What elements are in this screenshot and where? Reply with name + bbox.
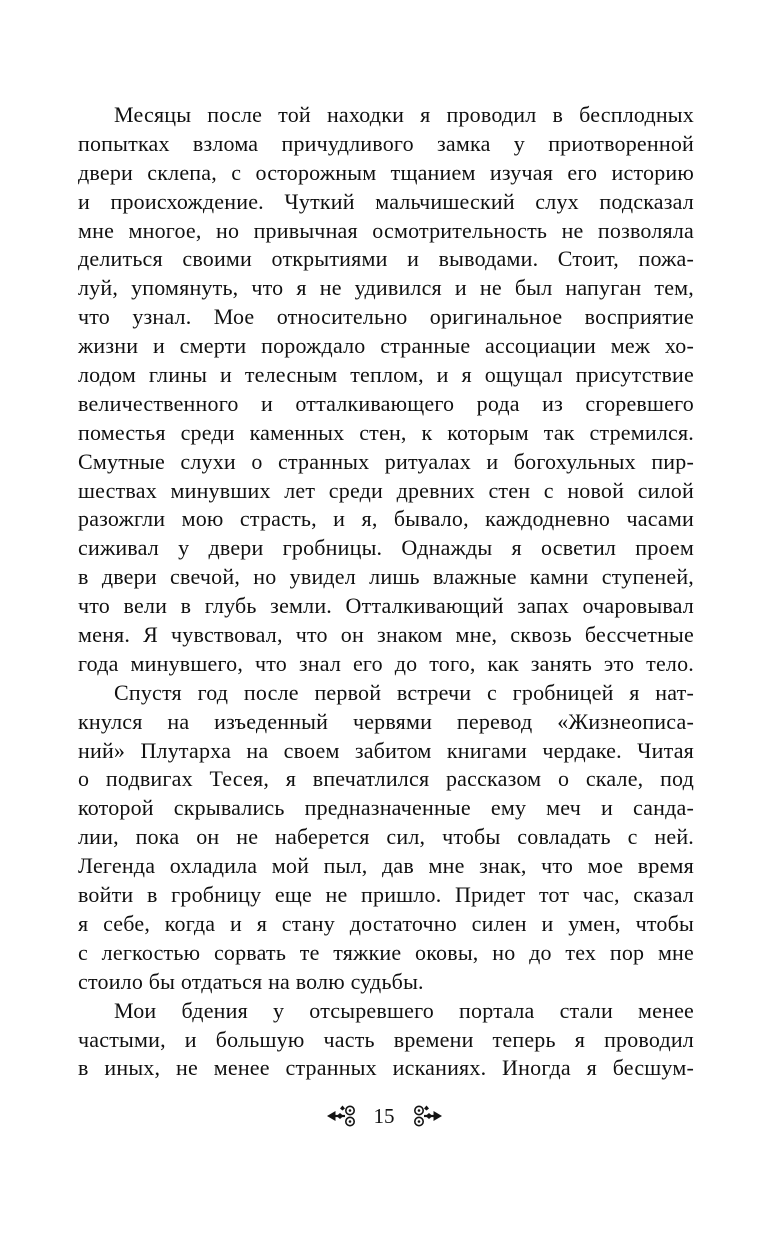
text-line: стоило бы отдаться на волю судьбы.	[78, 968, 424, 994]
text-line: луй, упомянуть, что я не удивился и не был напуган тем,	[78, 275, 694, 301]
body-text	[78, 101, 694, 1083]
text-line: меня. Я чувствовал, что он знаком мне, сквозь бессчетные	[78, 622, 694, 648]
text-line: кнулся на изъеденный червями перевод «Жизнеописа-	[78, 708, 694, 734]
text-line: частыми, и большую часть времени теперь я проводил	[78, 1026, 694, 1052]
text-line: о подвигах Тесея, я впечатлился рассказом о скале, под	[78, 766, 694, 792]
text-line: что узнал. Мое относительно оригинальное восприятие	[78, 304, 694, 330]
text-line: Мои бдения у отсыревшего портала стали менее	[114, 997, 694, 1023]
text-line: двери склепа, с осторожным тщанием изучая его историю	[78, 159, 694, 185]
text-line: лодом глины и телесным теплом, и я ощущал присутствие	[78, 362, 694, 388]
text-line: величественного и отталкивающего рода из сгоревшего	[78, 390, 694, 416]
fleuron-left-icon	[327, 1104, 361, 1128]
text-line: войти в гробницу еще не пришло. Придет тот час, сказал	[78, 882, 694, 908]
page-footer	[0, 1104, 768, 1128]
text-line: я себе, когда и я стану достаточно силен и умен, чтобы	[78, 910, 694, 936]
fleuron-right-icon	[408, 1104, 442, 1128]
text-line: года минувшего, что знал его до того, как занять это тело.	[78, 650, 694, 676]
text-line: поместья среди каменных стен, к которым так стремился.	[78, 419, 694, 445]
text-line: шествах минувших лет среди древних стен с новой силой	[78, 477, 694, 503]
text-line: жизни и смерти порождало странные ассоциации меж хо-	[78, 333, 694, 359]
text-line: Смутные слухи о странных ритуалах и богохульных пир-	[78, 448, 694, 474]
text-line: Спустя год после первой встречи с гробницей я нат-	[114, 679, 694, 705]
text-line: попытках взлома причудливого замка у приотворенной	[78, 130, 694, 156]
text-line: разожгли мою страсть, и я, бывало, каждодневно часами	[78, 506, 694, 532]
text-line: ний» Плутарха на своем забитом книгами чердаке. Читая	[78, 737, 694, 763]
text-line: которой скрывались предназначенные ему меч и санда-	[78, 795, 694, 821]
text-line: делиться своими открытиями и выводами. Стоит, пожа-	[78, 246, 694, 272]
text-line: с легкостью сорвать те тяжкие оковы, но до тех пор мне	[78, 939, 694, 965]
text-line: сиживал у двери гробницы. Однажды я осветил проем	[78, 535, 694, 561]
page-number: 15	[373, 1104, 395, 1128]
text-line: лии, пока он не наберется сил, чтобы совладать с ней.	[78, 824, 694, 850]
text-line: и происхождение. Чуткий мальчишеский слух подсказал	[78, 188, 694, 214]
text-line: что вели в глубь земли. Отталкивающий запах очаровывал	[78, 593, 694, 619]
text-line: в иных, не менее странных исканиях. Иногда я бесшум-	[78, 1055, 694, 1081]
text-line: мне многое, но привычная осмотрительность не позволяла	[78, 217, 694, 243]
text-line: Месяцы после той находки я проводил в бесплодных	[114, 102, 694, 127]
text-line: в двери свечой, но увидел лишь влажные камни ступеней,	[78, 564, 694, 590]
text-line: Легенда охладила мой пыл, дав мне знак, что мое время	[78, 853, 694, 879]
